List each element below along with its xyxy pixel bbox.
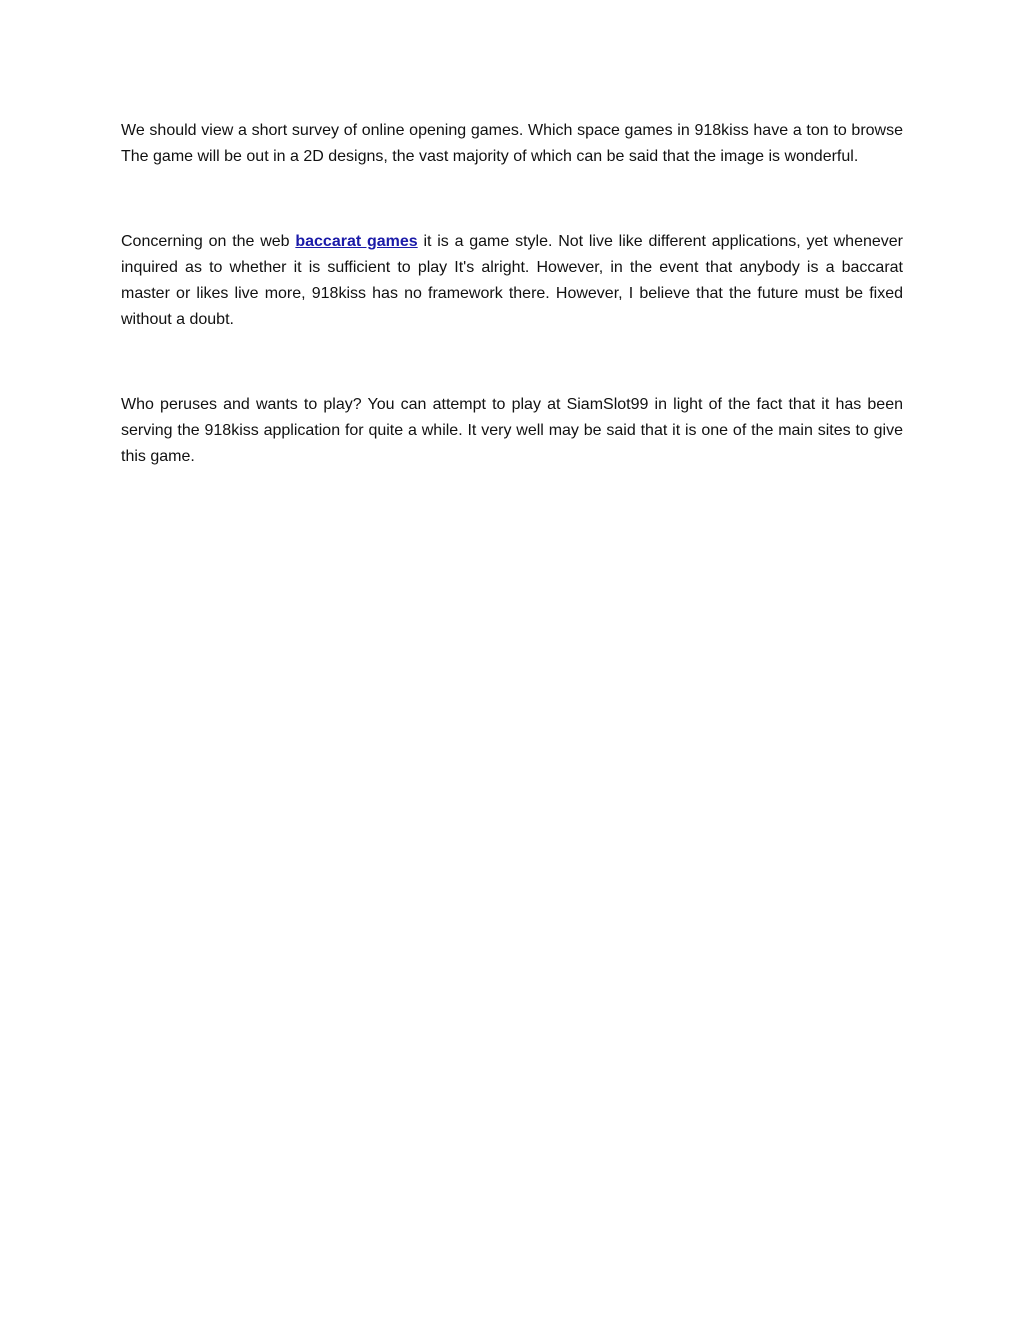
- paragraph-baccarat: [121, 229, 903, 333]
- baccarat-games-link[interactable]: baccarat games: [295, 233, 418, 250]
- paragraph-intro: We should view a short survey of online opening games. Which space games in 918kiss have a ton to browse The game will be out in a 2D designs, the vast majority of which can be said that the image is wonderful.: [121, 122, 903, 165]
- paragraph-siamslot: Who peruses and wants to play? You can attempt to play at SiamSlot99 in light of the fact that it has been serving the 918kiss application for quite a while. It very well may be said that it is one of the main sites to give this game.: [121, 396, 903, 465]
- paragraph-baccarat-lead: Concerning on the web: [121, 233, 296, 250]
- document-page: [121, 118, 903, 470]
- paragraph-baccarat-rest: it is a game style. Not live like different applications, yet whenever inquired as to whether it is sufficient to play It's alright. However, in the event that anybody is a baccarat master or likes live more, 918kiss has no framework there. However, I believe that the future must be fixed without a doubt.: [121, 233, 904, 328]
